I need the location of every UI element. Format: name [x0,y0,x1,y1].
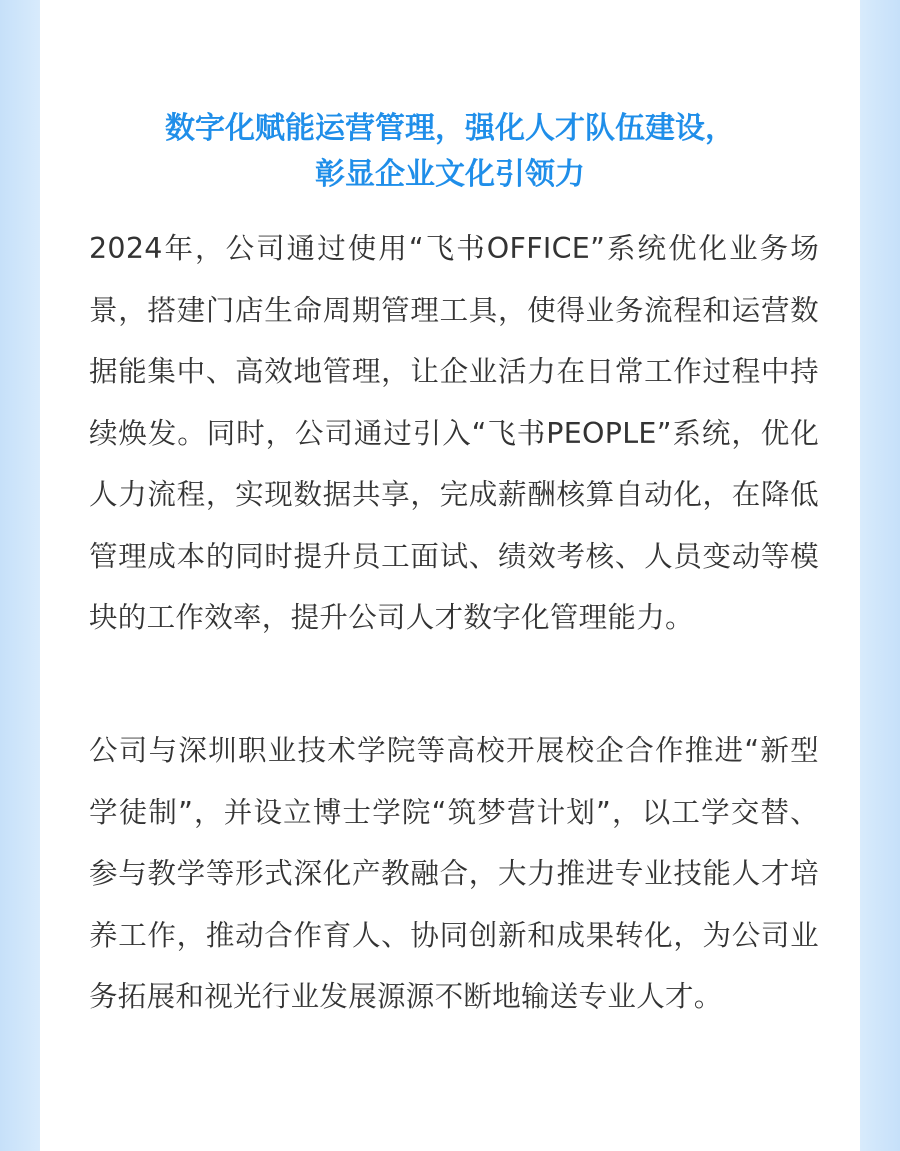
article-title [40,106,860,198]
background-right-edge [860,0,900,1151]
article-card [40,0,860,1151]
article-title-line-1: 数字化赋能运营管理，强化人才队伍建设， [165,111,735,146]
background-left-edge [0,0,40,1151]
article-title-line-2: 彰显企业文化引领力 [315,157,585,192]
article-paragraph-2: 公司与深圳职业技术学院等高校开展校企合作推进“新型学徒制”，并设立博士学院“筑梦营计划”，以工学交替、参与教学等形式深化产教融合，大力推进专业技能人才培养工作，推动合作育人、协同创新和成果转化，为公司业务拓展和视光行业发展源源不断地输送专业人才。 [89,734,819,1013]
article-paragraph-1: 2024年，公司通过使用“飞书OFFICE”系统优化业务场景，搭建门店生命周期管理工具，使得业务流程和运营数据能集中、高效地管理，让企业活力在日常工作过程中持续焕发。同时，公司通过引入“飞书PEOPLE”系统，优化人力流程，实现数据共享，完成薪酬核算自动化，在降低管理成本的同时提升员工面试、绩效考核、人员变动等模块的工作效率，提升公司人才数字化管理能力。 [89,232,819,634]
